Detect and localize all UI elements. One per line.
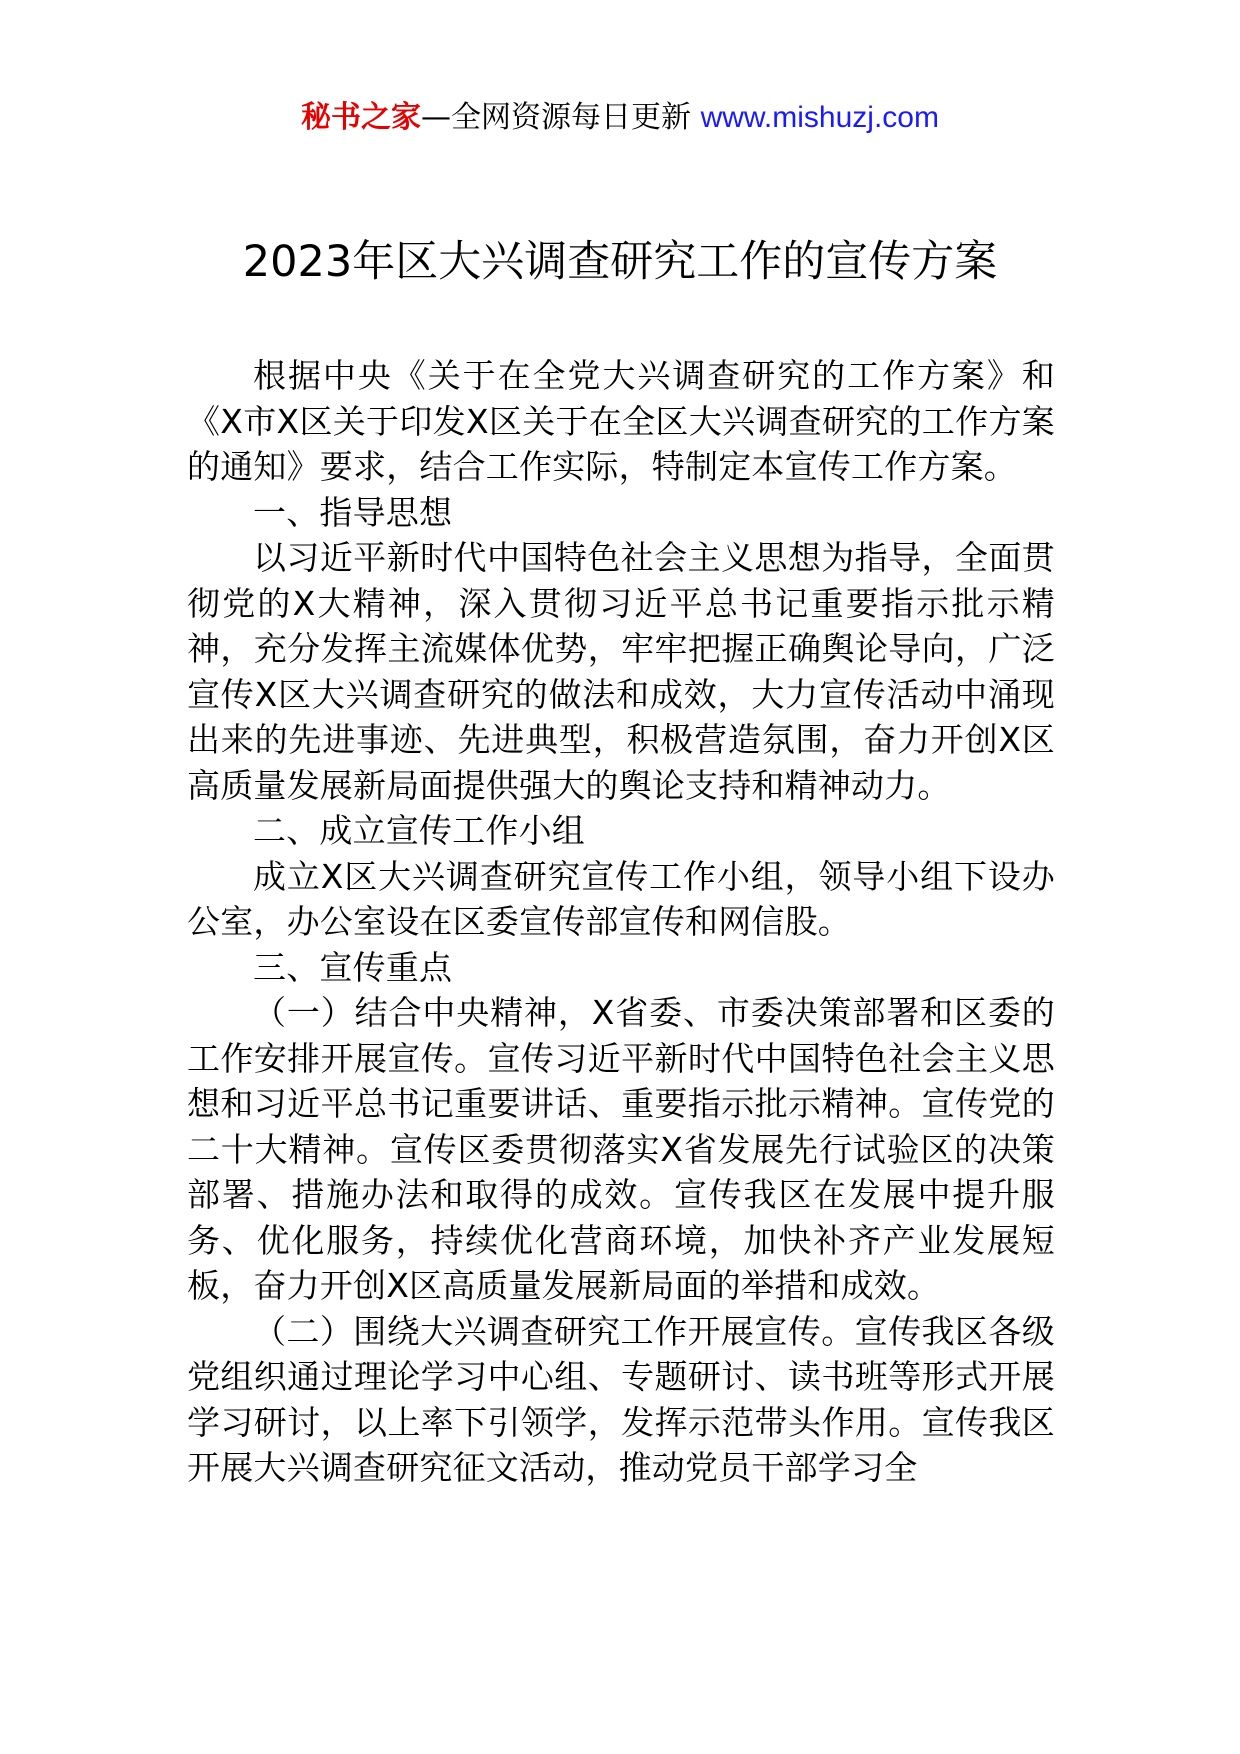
working-group-paragraph: 成立X区大兴调查研究宣传工作小组，领导小组下设办公室，办公室设在区委宣传部宣传和网信股。 <box>187 856 1055 941</box>
document-title: 2023年区大兴调查研究工作的宣传方案 <box>242 237 998 287</box>
intro-paragraph: 根据中央《关于在全党大兴调查研究的工作方案》和《X市X区关于印发X区关于在全区大兴调查研究的工作方案的通知》要求，结合工作实际，特制定本宣传工作方案。 <box>187 356 1055 486</box>
key-point-2-paragraph: （二）围绕大兴调查研究工作开展宣传。宣传我区各级党组织通过理论学习中心组、专题研讨、读书班等形式开展学习研讨，以上率下引领学，发挥示范带头作用。宣传我区开展大兴调查研究征文活动，推动党员干部学习全 <box>187 1311 1055 1487</box>
section-heading-guiding-thought: 一、指导思想 <box>253 492 453 532</box>
section-heading-working-group: 二、成立宣传工作小组 <box>253 811 585 850</box>
key-point-1-paragraph: （一）结合中央精神，X省委、市委决策部署和区委的工作安排开展宣传。宣传习近平新时代中国特色社会主义思想和习近平总书记重要讲话、重要指示批示精神。宣传党的二十大精神。宣传区委贯彻落实X省发展先行试验区的决策部署、措施办法和取得的成效。宣传我区在发展中提升服务、优化服务，持续优化营商环境，加快补齐产业发展短板，奋力开创X区高质量发展新局面的举措和成效。 <box>187 993 1055 1305</box>
site-brand: 秘书之家 <box>301 100 422 135</box>
site-url-link[interactable]: www.mishuzj.com <box>700 101 939 134</box>
site-header <box>0 98 1240 138</box>
guiding-thought-paragraph: 以习近平新时代中国特色社会主义思想为指导，全面贯彻党的X大精神，深入贯彻习近平总书记重要指示批示精神，充分发挥主流媒体优势，牢牢把握正确舆论导向，广泛宣传X区大兴调查研究的做法和成效，大力宣传活动中涌现出来的先进事迹、先进典型，积极营造氛围，奋力开创X区高质量发展新局面提供强大的舆论支持和精神动力。 <box>187 538 1055 805</box>
section-heading-key-points: 三、宣传重点 <box>253 947 453 987</box>
site-tagline: —全网资源每日更新 <box>421 100 701 135</box>
document-body <box>187 353 1055 1491</box>
